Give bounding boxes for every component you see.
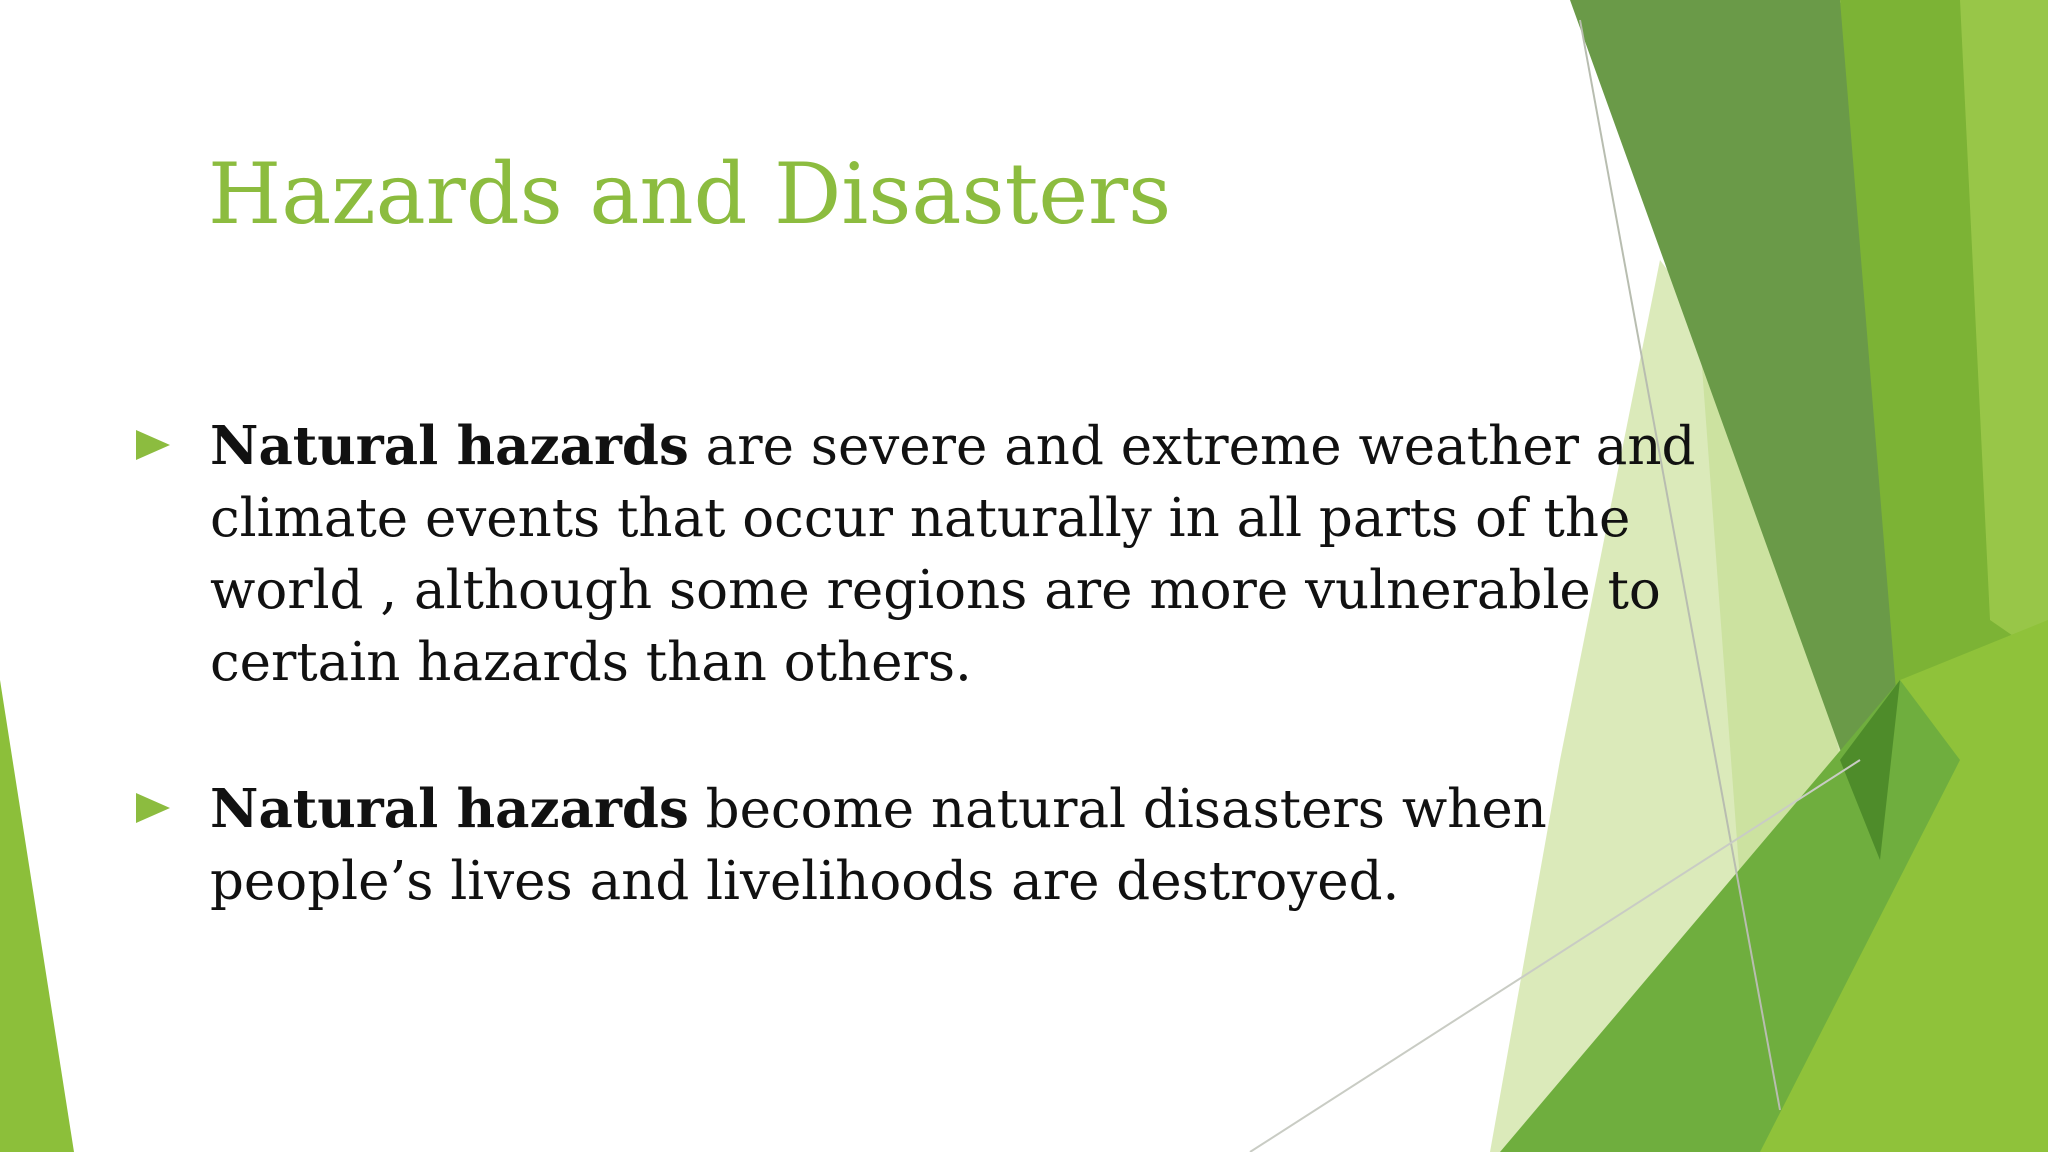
bullet-list xyxy=(136,410,1696,992)
slide-title: Hazards and Disasters xyxy=(208,145,1172,243)
bullet-item xyxy=(136,410,1696,699)
bullet-bold-term: Natural hazards xyxy=(210,778,689,840)
triangle-right-icon xyxy=(136,793,170,823)
bullet-item xyxy=(136,773,1696,918)
bullet-text: become natural disasters when people’s lives and livelihoods are destroyed. xyxy=(210,779,1547,912)
bullet-text: are severe and extreme weather and climate events that occur naturally in all parts of the world , although some regions are more vulnerable to certain hazards than others. xyxy=(210,416,1696,693)
bullet-bold-term: Natural hazards xyxy=(210,415,689,477)
triangle-right-icon xyxy=(136,430,170,460)
left-green-sliver xyxy=(0,680,74,1152)
